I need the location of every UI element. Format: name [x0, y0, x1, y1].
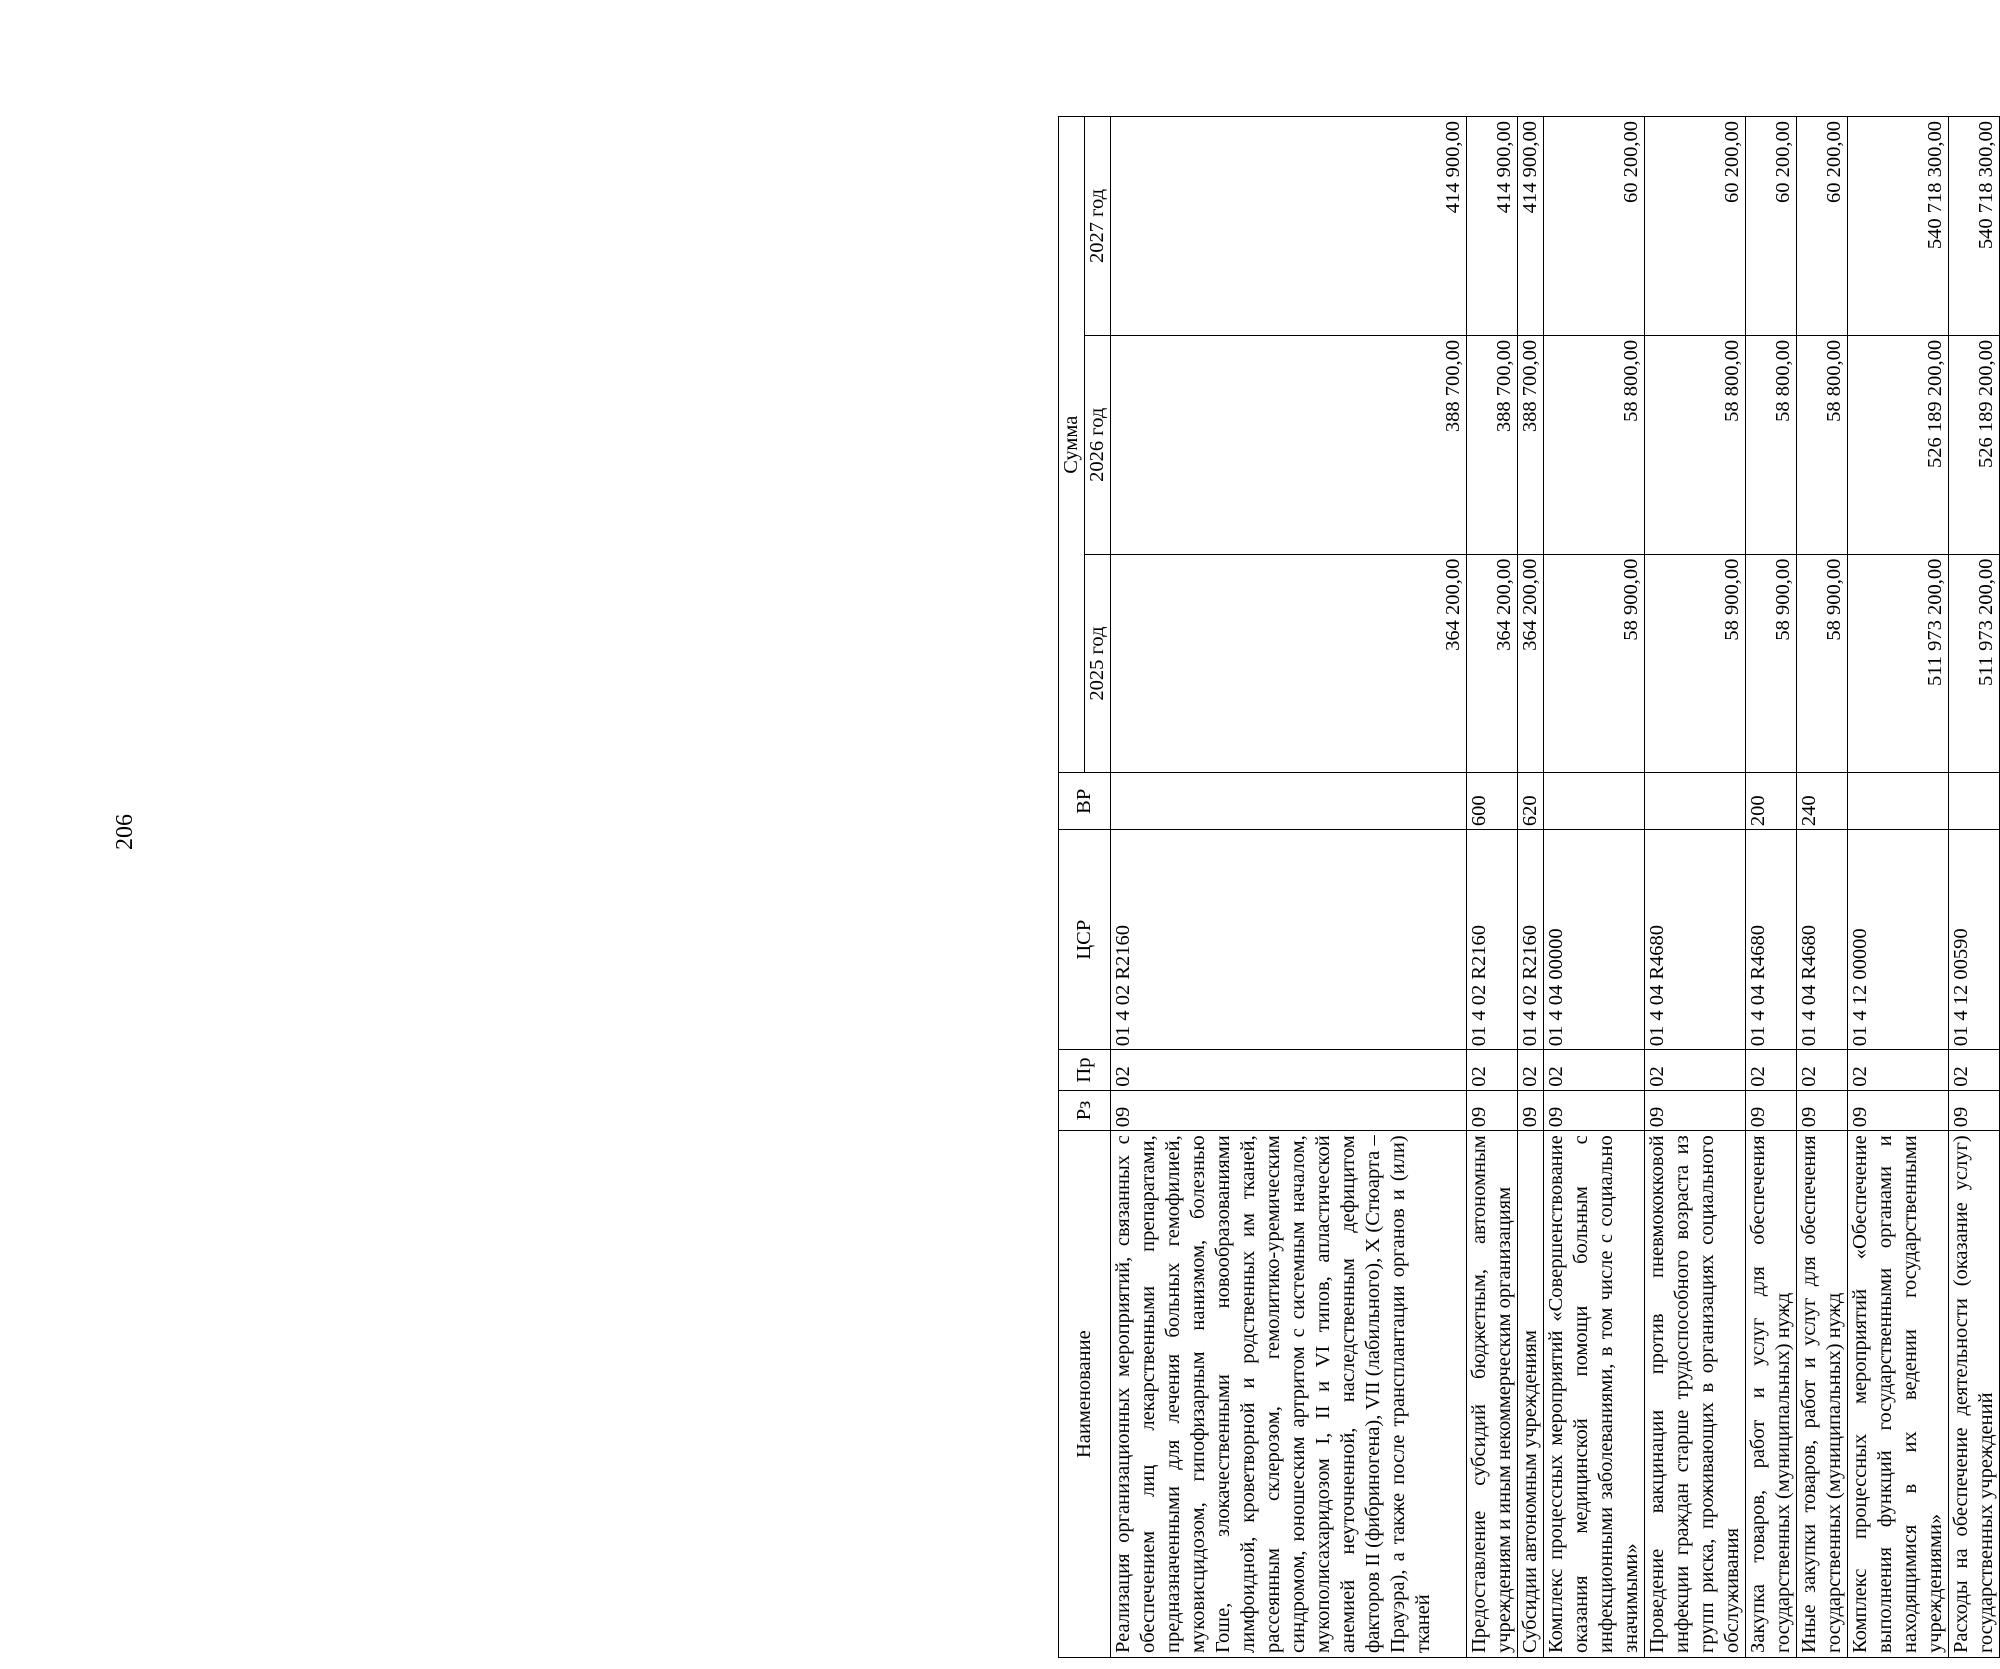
row-vr: 600	[1467, 773, 1518, 830]
header-rz: Рз	[1059, 1090, 1111, 1131]
row-vr	[1645, 773, 1746, 830]
row-sum-2026: 388 700,00	[1111, 335, 1467, 554]
budget-table-container	[1058, 116, 1997, 1658]
row-sum-2027: 540 718 300,00	[1848, 117, 1949, 336]
row-rz: 09	[1544, 1090, 1645, 1131]
row-pr: 02	[1467, 1050, 1518, 1091]
row-pr: 02	[1518, 1050, 1544, 1091]
header-name: Наименование	[1059, 1131, 1111, 1658]
table-row	[1518, 117, 1544, 1658]
row-sum-2025: 364 200,00	[1467, 554, 1518, 773]
row-sum-2025: 364 200,00	[1518, 554, 1544, 773]
header-year-2025: 2025 год	[1085, 554, 1111, 773]
row-sum-2026: 526 189 200,00	[1949, 335, 2000, 554]
row-vr	[1544, 773, 1645, 830]
row-name: Иные закупки товаров, работ и услуг для обеспечения государственных (муниципальных) нужд	[1797, 1131, 1848, 1658]
header-csr: ЦСР	[1059, 830, 1111, 1050]
row-sum-2026: 58 800,00	[1544, 335, 1645, 554]
row-vr: 620	[1518, 773, 1544, 830]
table-row	[1797, 117, 1848, 1658]
row-sum-2027: 540 718 300,00	[1949, 117, 2000, 336]
row-sum-2025: 58 900,00	[1645, 554, 1746, 773]
row-vr	[1111, 773, 1467, 830]
row-rz: 09	[1467, 1090, 1518, 1131]
row-sum-2025: 511 973 200,00	[1949, 554, 2000, 773]
table-row	[1949, 117, 2000, 1658]
row-sum-2027: 60 200,00	[1797, 117, 1848, 336]
row-sum-2025: 364 200,00	[1111, 554, 1467, 773]
row-csr: 01 4 02 R2160	[1518, 830, 1544, 1050]
row-vr: 240	[1797, 773, 1848, 830]
row-sum-2026: 58 800,00	[1645, 335, 1746, 554]
row-rz: 09	[1111, 1090, 1467, 1131]
row-sum-2027: 414 900,00	[1518, 117, 1544, 336]
row-name: Комплекс процессных мероприятий «Совершенствование оказания медицинской помощи больным с инфекционными заболеваниями, в том числе с социально значимыми»	[1544, 1131, 1645, 1658]
table-row	[1848, 117, 1949, 1658]
row-sum-2027: 414 900,00	[1467, 117, 1518, 336]
row-pr: 02	[1797, 1050, 1848, 1091]
row-rz: 09	[1848, 1090, 1949, 1131]
row-csr: 01 4 02 R2160	[1467, 830, 1518, 1050]
row-csr: 01 4 04 R4680	[1746, 830, 1797, 1050]
row-pr: 02	[1645, 1050, 1746, 1091]
row-rz: 09	[1746, 1090, 1797, 1131]
row-rz: 09	[1645, 1090, 1746, 1131]
table-row	[1746, 117, 1797, 1658]
row-sum-2027: 60 200,00	[1544, 117, 1645, 336]
page-number: 206	[112, 814, 138, 850]
row-pr: 02	[1544, 1050, 1645, 1091]
row-csr: 01 4 04 00000	[1544, 830, 1645, 1050]
row-pr: 02	[1848, 1050, 1949, 1091]
row-pr: 02	[1746, 1050, 1797, 1091]
row-name: Проведение вакцинации против пневмококковой инфекции граждан старше трудоспособного возраста из групп риска, проживающих в организациях социального обслуживания	[1645, 1131, 1746, 1658]
row-sum-2025: 58 900,00	[1797, 554, 1848, 773]
header-summa: Сумма	[1059, 117, 1085, 773]
row-name: Комплекс процессных мероприятий «Обеспечение выполнения функций государственными органами и находящимися в их ведении государственными учреждениями»	[1848, 1131, 1949, 1658]
header-year-2026: 2026 год	[1085, 335, 1111, 554]
budget-table	[1058, 116, 2000, 1658]
row-sum-2027: 60 200,00	[1746, 117, 1797, 336]
row-pr: 02	[1111, 1050, 1467, 1091]
row-sum-2027: 414 900,00	[1111, 117, 1467, 336]
table-row	[1111, 117, 1467, 1658]
row-csr: 01 4 02 R2160	[1111, 830, 1467, 1050]
row-rz: 09	[1518, 1090, 1544, 1131]
row-sum-2026: 58 800,00	[1797, 335, 1848, 554]
row-sum-2026: 388 700,00	[1467, 335, 1518, 554]
row-csr: 01 4 04 R4680	[1797, 830, 1848, 1050]
table-row	[1467, 117, 1518, 1658]
row-name: Предоставление субсидий бюджетным, автономным учреждениям и иным некоммерческим организациям	[1467, 1131, 1518, 1658]
row-name: Реализация организационных мероприятий, связанных с обеспечением лиц лекарственными препаратами, предназначенными для лечения больных гемофилией, муковисцидозом, гипофизарным нанизмом, болезнью Гоше, злокачественными новообразованиями лимфоидной, кроветворной и родственных им тканей, рассеянным склерозом, гемолитико-уремическим синдромом, юношеским артритом с системным началом, мукополисахаридозом I, II и VI типов, апластической анемией неуточненной, наследственным дефицитом факторов II (фибриногена), VII (лабильного), X (Стюарта – Прауэра), а также после трансплантации органов и (или) тканей	[1111, 1131, 1467, 1658]
table-row	[1645, 117, 1746, 1658]
row-csr: 01 4 12 00000	[1848, 830, 1949, 1050]
row-name: Закупка товаров, работ и услуг для обеспечения государственных (муниципальных) нужд	[1746, 1131, 1797, 1658]
row-pr: 02	[1949, 1050, 2000, 1091]
row-sum-2027: 60 200,00	[1645, 117, 1746, 336]
row-sum-2025: 511 973 200,00	[1848, 554, 1949, 773]
header-year-2027: 2027 год	[1085, 117, 1111, 336]
row-sum-2025: 58 900,00	[1544, 554, 1645, 773]
row-name: Расходы на обеспечение деятельности (оказание услуг) государственных учреждений	[1949, 1131, 2000, 1658]
row-csr: 01 4 04 R4680	[1645, 830, 1746, 1050]
table-row	[1544, 117, 1645, 1658]
table-body	[1111, 117, 2000, 1658]
row-sum-2026: 58 800,00	[1746, 335, 1797, 554]
row-sum-2026: 526 189 200,00	[1848, 335, 1949, 554]
row-vr: 200	[1746, 773, 1797, 830]
row-sum-2025: 58 900,00	[1746, 554, 1797, 773]
row-sum-2026: 388 700,00	[1518, 335, 1544, 554]
row-vr	[1848, 773, 1949, 830]
row-rz: 09	[1949, 1090, 2000, 1131]
row-rz: 09	[1797, 1090, 1848, 1131]
row-vr	[1949, 773, 2000, 830]
row-name: Субсидии автономным учреждениям	[1518, 1131, 1544, 1658]
row-csr: 01 4 12 00590	[1949, 830, 2000, 1050]
header-pr: Пр	[1059, 1050, 1111, 1091]
header-vr: ВР	[1059, 773, 1111, 830]
